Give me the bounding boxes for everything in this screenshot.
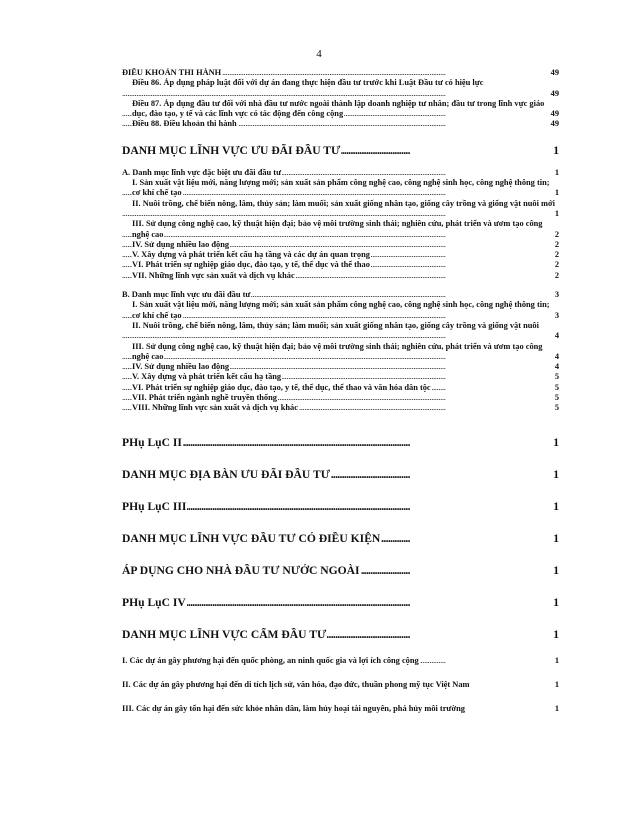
toc-entry[interactable]: V. Xây dựng và phát triển kết cấu hạ tầng 5 . . . [122, 372, 559, 382]
toc-entry[interactable]: V. Xây dựng và phát triển kết cấu hạ tầng và các dự án quan trọng 2 . . . [122, 250, 559, 260]
toc-section-title[interactable]: A. Danh mục lĩnh vực đặc biệt ưu đãi đầu tư 1 . . . [122, 168, 559, 178]
toc-entry[interactable]: VI. Phát triển sự nghiệp giáo dục, đào tạo, y tế, thể dục và thể thao 2 . . . [122, 260, 559, 270]
table-of-contents [122, 68, 559, 715]
toc-entry[interactable]: ĐIỀU KHOẢN THI HÀNH 49 . . . [122, 68, 559, 78]
toc-entry[interactable]: II. Nuôi trồng, chế biến nông, lâm, thủy sản; làm muối; sản xuất giống nhân tạo, giống cây trồng và giống vật nuôi mới 1 . . . [122, 199, 559, 220]
toc-entry[interactable]: Điều 87. Áp dụng đầu tư đối với nhà đầu tư nước ngoài thành lập doanh nghiệp tư nhân; đầu tư trong lĩnh vực giáo dục, đào tạo, y tế và các lĩnh vực có tác động đến công cộng 49 . . . [122, 99, 559, 120]
toc-heading[interactable]: DANH MỤC LĨNH VỰC ĐẦU TƯ CÓ ĐIỀU KIỆN 1 . . . [122, 532, 559, 546]
toc-heading[interactable]: PHụ LụC II 1 . . . [122, 436, 559, 450]
toc-section-title[interactable]: B. Danh mục lĩnh vực ưu đãi đầu tư 3 . . . [122, 290, 559, 300]
toc-entry[interactable]: VI. Phát triển sự nghiệp giáo dục, đào tạo, y tế, thể dục, thể thao và văn hóa dân tộc 5 . . . [122, 383, 559, 393]
toc-heading[interactable]: PHụ LụC III 1 . . . [122, 500, 559, 514]
toc-entry[interactable]: I. Các dự án gây phương hại đến quốc phòng, an ninh quốc gia và lợi ích công cộng 1 . . . [122, 656, 559, 666]
toc-heading[interactable]: DANH MỤC ĐỊA BÀN ƯU ĐÃI ĐẦU TƯ 1 . . . [122, 468, 559, 482]
toc-heading[interactable]: ÁP DỤNG CHO NHÀ ĐẦU TƯ NƯỚC NGOÀI 1 . . . [122, 564, 559, 578]
toc-entry[interactable]: Điều 88. Điều khoản thi hành 49 . . . [122, 119, 559, 129]
toc-entry[interactable]: VIII. Những lĩnh vực sản xuất và dịch vụ khác 5 . . . [122, 403, 559, 413]
toc-entry[interactable]: III. Sử dụng công nghệ cao, kỹ thuật hiện đại; bảo vệ môi trường sinh thái; nghiên cứu, phát triển và ươm tạo công nghệ cao 2 . . . [122, 219, 559, 240]
toc-entry[interactable]: I. Sản xuất vật liệu mới, năng lượng mới; sản xuất sản phẩm công nghệ cao, công nghệ sinh học, công nghệ thông tin; cơ khí chế tạo 1 . . . [122, 178, 559, 199]
toc-entry[interactable]: Điều 86. Áp dụng pháp luật đối với dự án đang thực hiện đầu tư trước khi Luật Đầu tư có hiệu lực 49 . . . [122, 78, 559, 99]
toc-entry[interactable]: I. Sản xuất vật liệu mới, năng lượng mới; sản xuất sản phẩm công nghệ cao, công nghệ sinh học, công nghệ thông tin; cơ khí chế tạo 3 . . . [122, 300, 559, 321]
toc-entry[interactable]: II. Nuôi trồng, chế biến nông, lâm, thủy sản; làm muối; sản xuất giống nhân tạo, giống cây trồng và giống vật nuôi 4 . . . [122, 321, 559, 342]
toc-entry[interactable]: IV. Sử dụng nhiều lao động 4 . . . [122, 362, 559, 372]
toc-heading[interactable]: DANH MỤC LĨNH VỰC ƯU ĐÃI ĐẦU TƯ 1 . . . [122, 144, 559, 158]
toc-entry[interactable]: VII. Phát triển ngành nghề truyền thống 5 . . . [122, 393, 559, 403]
page-number: 4 [316, 48, 322, 60]
toc-entry[interactable]: II. Các dự án gây phương hại đến di tích lịch sử, văn hóa, đạo đức, thuần phong mỹ tục Việt Nam 1 . . . [122, 680, 559, 690]
toc-entry[interactable]: VII. Những lĩnh vực sản xuất và dịch vụ khác 2 . . . [122, 271, 559, 281]
toc-heading[interactable]: DANH MỤC LĨNH VỰC CẤM ĐẦU TƯ 1 . . . [122, 628, 559, 642]
toc-entry[interactable]: III. Sử dụng công nghệ cao, kỹ thuật hiện đại; bảo vệ môi trường sinh thái; nghiên cứu, phát triển và ươm tạo công nghệ cao 4 . . . [122, 342, 559, 363]
toc-entry[interactable]: III. Các dự án gây tổn hại đến sức khỏe nhân dân, làm hủy hoại tài nguyên, phá hủy môi trường 1 . . . [122, 704, 559, 714]
toc-heading[interactable]: PHụ LụC IV 1 . . . [122, 596, 559, 610]
toc-entry[interactable]: IV. Sử dụng nhiều lao động 2 . . . [122, 240, 559, 250]
